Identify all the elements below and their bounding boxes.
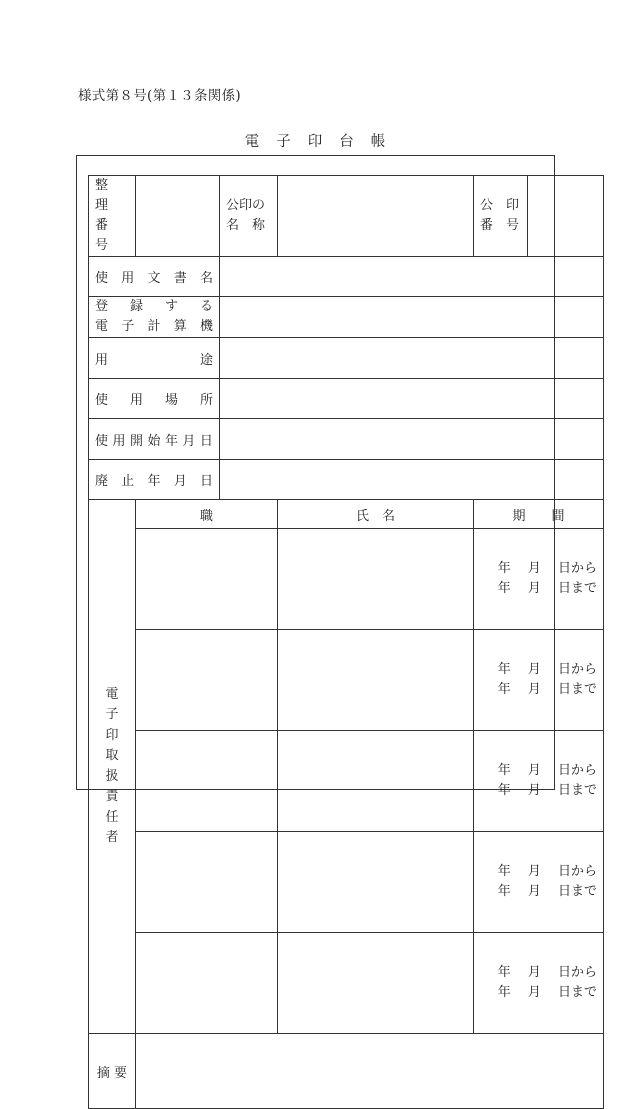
touroku-keisanki-row <box>89 297 604 338</box>
handler-period[interactable]: 年 月 日から 年 月 日まで <box>474 731 604 832</box>
kouin-meishou-field[interactable] <box>278 176 474 257</box>
handler-shoku-field[interactable] <box>136 832 278 933</box>
touroku-keisanki-field[interactable] <box>220 297 604 338</box>
ledger-table <box>88 175 604 1109</box>
touroku-keisanki-label: 登 録 す る 電 子 計 算 機 <box>89 297 220 338</box>
shiyou-kaishi-row <box>89 419 604 460</box>
shiyou-basho-label: 使 用 場 所 <box>89 379 220 419</box>
remarks-field[interactable] <box>136 1034 604 1109</box>
kouin-meishou-label: 公印の 名 称 <box>220 176 278 257</box>
handler-row <box>89 731 604 832</box>
handler-shoku-field[interactable] <box>136 630 278 731</box>
haishi-label: 廃 止 年 月 日 <box>89 460 220 500</box>
handler-shoku-field[interactable] <box>136 933 278 1034</box>
handler-period[interactable]: 年 月 日から 年 月 日まで <box>474 529 604 630</box>
shiyou-basho-field[interactable] <box>220 379 604 419</box>
handler-row <box>89 832 604 933</box>
seiri-bangou-label: 整 理 番 号 <box>89 176 136 257</box>
handlers-section-label: 電 子 印 取 扱 責 任 者 <box>89 500 136 1034</box>
handler-shoku-field[interactable] <box>136 529 278 630</box>
handler-period[interactable]: 年 月 日から 年 月 日まで <box>474 832 604 933</box>
remarks-row <box>89 1034 604 1109</box>
youto-field[interactable] <box>220 338 604 379</box>
column-shoku: 職 <box>136 500 278 529</box>
form-number: 様式第８号(第１３条関係) <box>78 88 241 104</box>
shiyou-bunsho-row <box>89 257 604 297</box>
youto-row <box>89 338 604 379</box>
column-shimei: 氏 名 <box>278 500 474 529</box>
seiri-bangou-field[interactable] <box>136 176 220 257</box>
handler-shimei-field[interactable] <box>278 630 474 731</box>
handler-period[interactable]: 年 月 日から 年 月 日まで <box>474 630 604 731</box>
id-row <box>89 176 604 257</box>
kouin-bangou-label: 公 印 番 号 <box>474 176 528 257</box>
handlers-header-row <box>89 500 604 529</box>
handler-row <box>89 529 604 630</box>
document-title: 電子印台帳 <box>244 134 403 150</box>
haishi-row <box>89 460 604 500</box>
handler-period[interactable]: 年 月 日から 年 月 日まで <box>474 933 604 1034</box>
youto-label: 用 途 <box>89 338 220 379</box>
handler-shoku-field[interactable] <box>136 731 278 832</box>
handler-row <box>89 630 604 731</box>
shiyou-basho-row <box>89 379 604 419</box>
handler-shimei-field[interactable] <box>278 832 474 933</box>
column-kikan: 期 間 <box>474 500 604 529</box>
kouin-bangou-field[interactable] <box>528 176 604 257</box>
handler-shimei-field[interactable] <box>278 529 474 630</box>
remarks-label: 摘 要 <box>89 1034 136 1109</box>
shiyou-kaishi-field[interactable] <box>220 419 604 460</box>
shiyou-kaishi-label: 使 用 開 始 年 月 日 <box>89 419 220 460</box>
handler-row <box>89 933 604 1034</box>
shiyou-bunsho-field[interactable] <box>220 257 604 297</box>
handler-shimei-field[interactable] <box>278 933 474 1034</box>
haishi-field[interactable] <box>220 460 604 500</box>
handler-shimei-field[interactable] <box>278 731 474 832</box>
shiyou-bunsho-label: 使 用 文 書 名 <box>89 257 220 297</box>
